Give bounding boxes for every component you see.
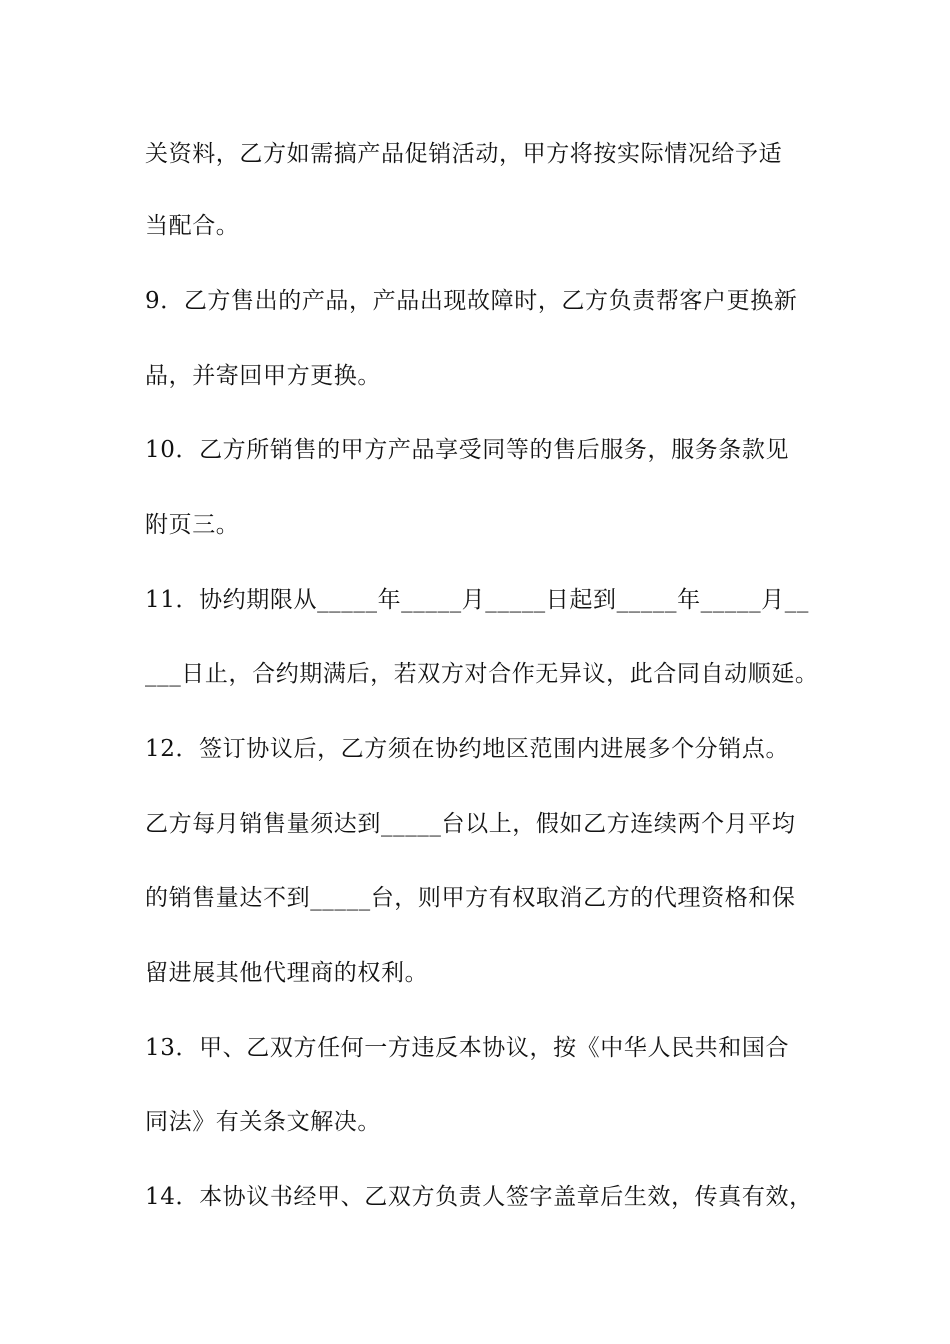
clause-11-line: 11．协约期限从_____年_____月_____日起到_____年_____月__	[145, 587, 809, 613]
text-line: 关资料，乙方如需搞产品促销活动，甲方将按实际情况给予适	[145, 141, 783, 167]
clause-12-line: 12．签订协议后，乙方须在协约地区范围内进展多个分销点。	[145, 736, 790, 762]
text-line: 附页三。	[145, 512, 240, 538]
text-line: 同法》有关条文解决。	[145, 1109, 381, 1135]
text-line: 乙方每月销售量须达到_____台以上，假如乙方连续两个月平均	[145, 811, 796, 837]
clause-13-line: 13．甲、乙双方任何一方违反本协议，按《中华人民共和国合	[145, 1035, 790, 1061]
clause-14-line: 14．本协议书经甲、乙双方负责人签字盖章后生效，传真有效，	[145, 1184, 813, 1210]
text-line: 的销售量达不到_____台，则甲方有权取消乙方的代理资格和保	[145, 885, 796, 911]
clause-10-line: 10．乙方所销售的甲方产品享受同等的售后服务，服务条款见	[145, 437, 790, 463]
text-line: ___日止，合约期满后，若双方对合作无异议，此合同自动顺延。	[145, 661, 819, 687]
text-line: 当配合。	[145, 213, 240, 239]
text-line: 品，并寄回甲方更换。	[145, 363, 381, 389]
text-line: 留进展其他代理商的权利。	[145, 960, 429, 986]
clause-9-line: 9．乙方售出的产品，产品出现故障时，乙方负责帮客户更换新	[145, 288, 798, 314]
